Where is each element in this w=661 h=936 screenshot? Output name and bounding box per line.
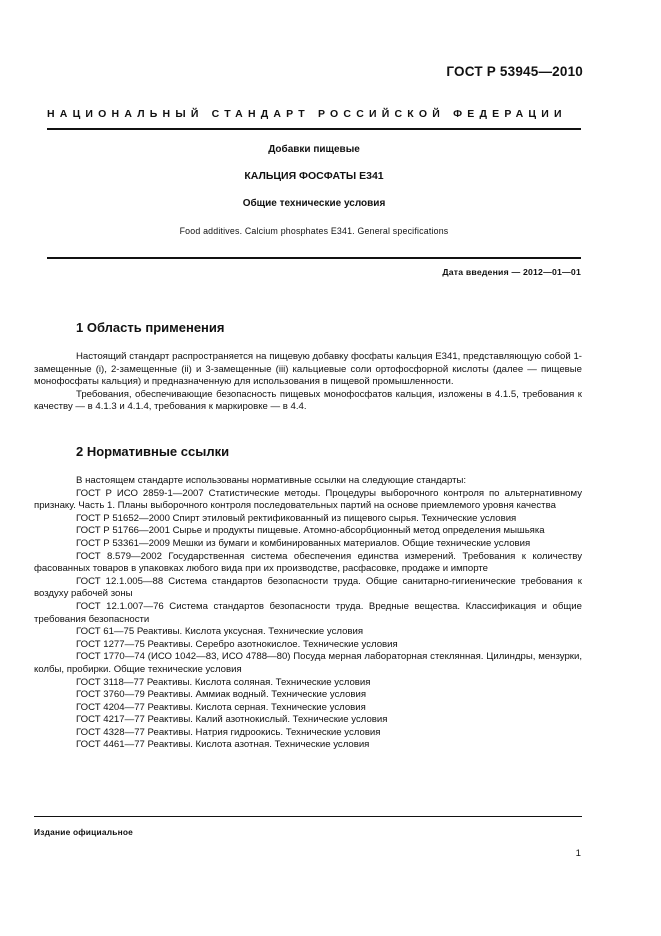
reference-item: ГОСТ 12.1.005—88 Система стандартов безопасности труда. Общие санитарно-гигиенические требования к воздуху рабочей зоны xyxy=(34,575,582,600)
reference-item: ГОСТ 4217—77 Реактивы. Калий азотнокислый. Технические условия xyxy=(76,714,388,726)
reference-item: ГОСТ 4204—77 Реактивы. Кислота серная. Технические условия xyxy=(76,701,366,713)
reference-item: ГОСТ 61—75 Реактивы. Кислота уксусная. Технические условия xyxy=(76,626,364,638)
reference-item: ГОСТ Р 51652—2000 Спирт этиловый ректификованный из пищевого сырья. Технические условия xyxy=(76,512,517,524)
standard-subtitle: Общие технические условия xyxy=(242,198,386,209)
national-standard-title: НАЦИОНАЛЬНЫЙ СТАНДАРТ РОССИЙСКОЙ ФЕДЕРАЦИИ xyxy=(47,108,567,120)
reference-item: ГОСТ 1277—75 Реактивы. Серебро азотнокислое. Технические условия xyxy=(76,638,398,650)
reference-item: ГОСТ 4461—77 Реактивы. Кислота азотная. Технические условия xyxy=(76,739,370,751)
title-divider xyxy=(47,257,581,259)
reference-item: ГОСТ 12.1.007—76 Система стандартов безопасности труда. Вредные вещества. Классификация и общие требования безопасности xyxy=(34,600,582,625)
document-code: ГОСТ Р 53945—2010 xyxy=(446,64,583,79)
header-divider xyxy=(47,128,581,130)
standard-subject: Добавки пищевые xyxy=(268,144,360,155)
section-1-heading: 1 Область применения xyxy=(76,320,225,335)
section-2-body xyxy=(34,475,582,752)
english-title: Food additives. Calcium phosphates E341. General specifications xyxy=(179,226,449,236)
section-1-body xyxy=(34,351,582,414)
paragraph: В настоящем стандарте использованы нормативные ссылки на следующие стандарты: xyxy=(76,475,467,486)
reference-item: ГОСТ Р 51766—2001 Сырье и продукты пищевые. Атомно-абсорбционный метод определения мышьяка xyxy=(76,525,545,537)
introduction-date: Дата введения — 2012—01—01 xyxy=(442,267,581,277)
standard-name: КАЛЬЦИЯ ФОСФАТЫ Е341 xyxy=(244,170,384,182)
footer-divider xyxy=(34,816,582,817)
paragraph: Требования, обеспечивающие безопасность пищевых монофосфатов кальция, изложены в 4.1.5, требования к качеству — в 4.1.3 и 4.1.4, требования к маркировке — в 4.4. xyxy=(34,388,582,413)
page-number: 1 xyxy=(575,848,581,859)
section-2-heading: 2 Нормативные ссылки xyxy=(76,444,230,459)
reference-item: ГОСТ 3760—79 Реактивы. Аммиак водный. Технические условия xyxy=(76,689,367,701)
reference-item: ГОСТ 1770—74 (ИСО 1042—83, ИСО 4788—80) Посуда мерная лабораторная стеклянная. Цилиндры, мензурки, колбы, пробирки. Общие технические условия xyxy=(34,651,582,675)
reference-item: ГОСТ Р 53361—2009 Мешки из бумаги и комбинированных материалов. Общие технические условия xyxy=(76,537,531,549)
reference-item: ГОСТ 3118—77 Реактивы. Кислота соляная. Технические условия xyxy=(76,676,371,688)
reference-item: ГОСТ 4328—77 Реактивы. Натрия гидроокись. Технические условия xyxy=(76,726,381,738)
edition-note: Издание официальное xyxy=(34,827,133,837)
reference-item: ГОСТ 8.579—2002 Государственная система обеспечения единства измерений. Требования к количеству фасованных товаров в упаковках любого вида при их производстве, расфасовке, продаже и импорте xyxy=(34,550,582,575)
paragraph: Настоящий стандарт распространяется на пищевую добавку фосфаты кальция Е341, представляющую собой 1-замещенные (i), 2-замещенные (ii) и 3-замещенные (iii) кальциевые соли ортофосфорной кислоты (далее — пищевые монофосфаты кальция) и предназначенную для использования в пищевой промышленности. xyxy=(34,351,582,388)
reference-item: ГОСТ Р ИСО 2859-1—2007 Статистические методы. Процедуры выборочного контроля по альтернативному признаку. Часть 1. Планы выборочного контроля последовательных партий на основе приемлемого уровня качества xyxy=(34,487,582,512)
